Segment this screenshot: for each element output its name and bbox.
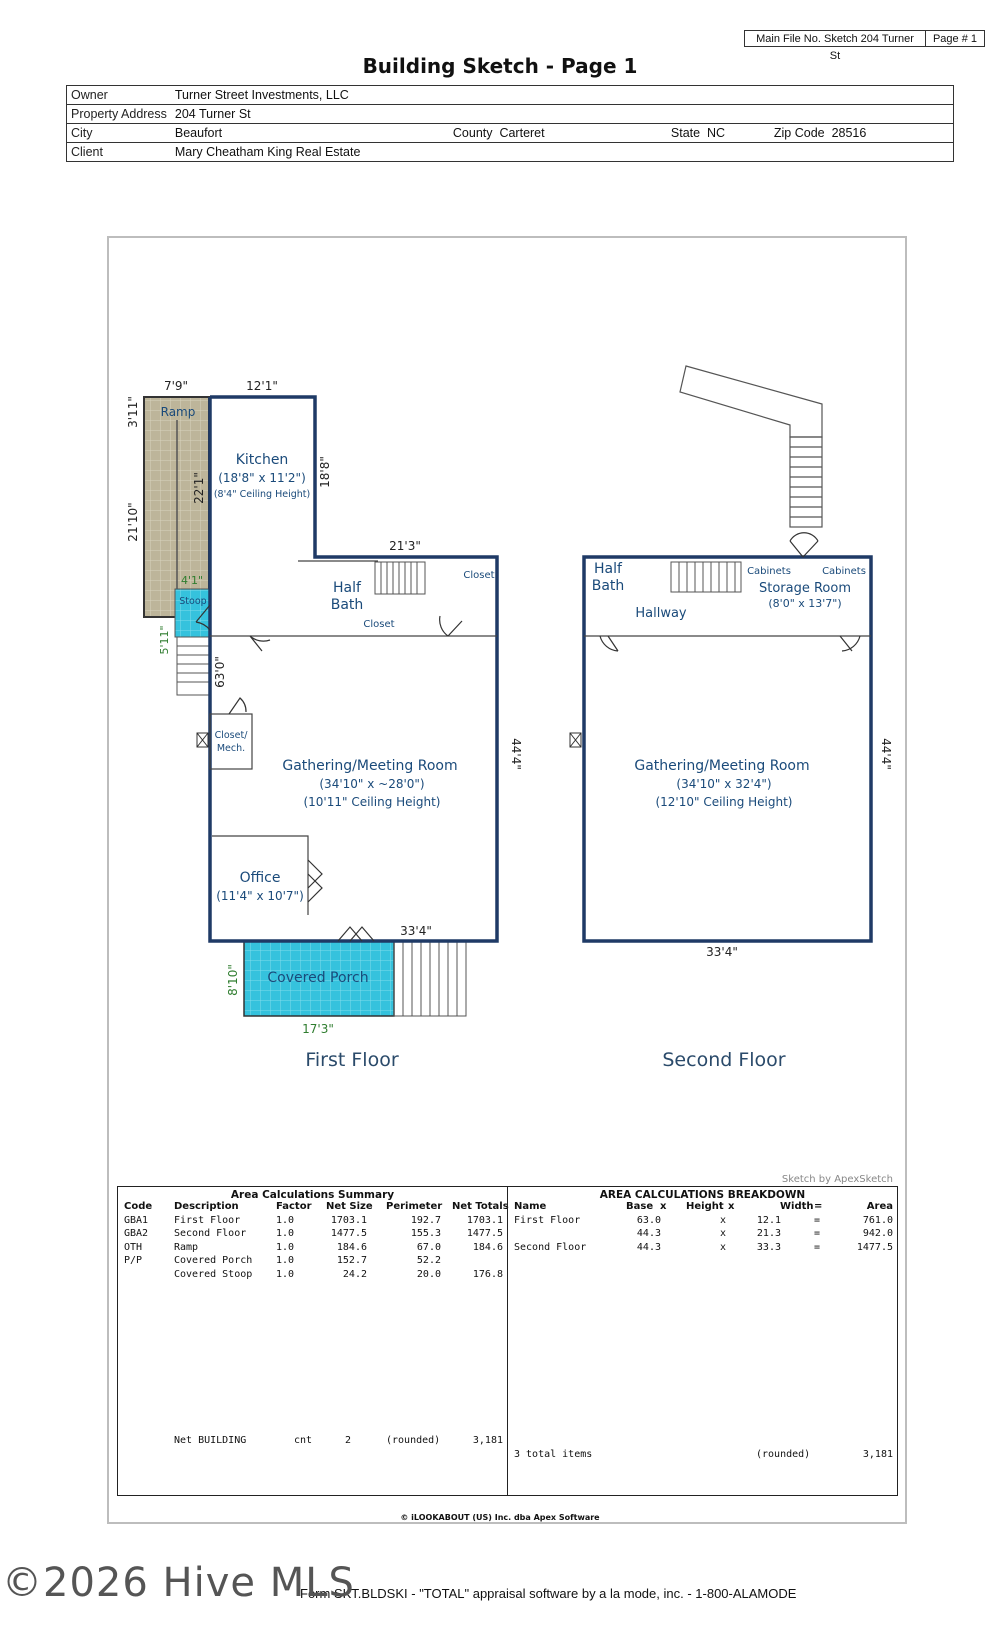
room-kitchen-ceiling: (8'4" Ceiling Height)	[213, 489, 311, 500]
sketch-credit: Sketch by ApexSketch	[781, 1174, 893, 1185]
dim-bottom: 33'4"	[400, 924, 432, 938]
breakdown-cell: x	[720, 1228, 727, 1239]
summary-cell: 1.0	[276, 1268, 295, 1280]
area-breakdown-table	[507, 1186, 898, 1496]
summary-header-description: Description	[174, 1201, 239, 1212]
page-value: 1	[970, 33, 978, 45]
room-2f-gathering-ceiling: (12'10" Ceiling Height)	[655, 795, 793, 809]
summary-header-row	[118, 1201, 507, 1215]
dim-kitchen-height: 18'8"	[318, 456, 332, 488]
breakdown-total-items: 3 total items	[514, 1449, 593, 1460]
breakdown-row	[508, 1242, 897, 1256]
room-half-bath-1: Half	[333, 580, 361, 596]
first-floor-stairs	[375, 562, 425, 594]
dim-porch-width: 17'3"	[302, 1022, 334, 1036]
first-floor-interior-walls	[210, 561, 497, 915]
county-label: County	[452, 126, 493, 140]
room-porch: Covered Porch	[267, 970, 369, 986]
dim-ramp-height: 3'11"	[126, 396, 140, 428]
summary-cell: 67.0	[416, 1241, 441, 1253]
main-file-label: Main File No.	[756, 33, 821, 45]
summary-cell: 1.0	[276, 1228, 295, 1239]
summary-cell: First Floor	[174, 1214, 241, 1226]
breakdown-header-area: Area	[866, 1201, 893, 1212]
page-label: Page #	[932, 33, 968, 45]
apex-copyright: © iLOOKABOUT (US) Inc. dba Apex Software	[400, 1513, 600, 1522]
room-office: Office	[239, 870, 281, 886]
zip-label: Zip Code	[773, 126, 825, 140]
dim-stoop-width: 4'1"	[180, 574, 204, 587]
room-2f-hallway: Hallway	[635, 606, 687, 621]
net-count: 2	[344, 1435, 351, 1446]
breakdown-row	[508, 1215, 897, 1229]
breakdown-footer-row	[508, 1449, 897, 1463]
breakdown-cell: 1477.5	[856, 1241, 893, 1253]
summary-rows	[118, 1215, 507, 1283]
dim-ramp-inner: 22'1"	[192, 472, 206, 504]
summary-cell: 1703.1	[466, 1214, 503, 1226]
breakdown-cell: x	[720, 1214, 727, 1226]
summary-row	[118, 1228, 507, 1242]
room-kitchen: Kitchen	[235, 452, 289, 468]
breakdown-header-base: Base	[626, 1201, 654, 1212]
first-floor-caption: First Floor	[305, 1049, 399, 1071]
summary-cell: 24.2	[342, 1268, 367, 1280]
summary-row	[118, 1215, 507, 1229]
room-2f-cabinets-2: Cabinets	[822, 566, 866, 577]
summary-net-row	[118, 1435, 507, 1449]
breakdown-cell: =	[814, 1228, 821, 1239]
summary-cell: 1.0	[276, 1255, 295, 1266]
breakdown-cell: 44.3	[636, 1228, 661, 1239]
client-value: Mary Cheatham King Real Estate	[171, 143, 954, 162]
room-closet-mech-2: Mech.	[216, 743, 246, 754]
breakdown-header-name: Name	[514, 1201, 547, 1212]
second-floor-exterior-stair	[680, 366, 822, 527]
room-office-size: (11'4" x 10'7")	[216, 889, 304, 903]
main-file-value: Sketch 204 Turner St	[823, 33, 914, 62]
room-gathering-size: (34'10" x ~28'0")	[319, 777, 425, 791]
breakdown-rows	[508, 1215, 897, 1256]
dim-porch-height: 8'10"	[226, 964, 240, 996]
summary-cell: 1477.5	[466, 1228, 503, 1239]
breakdown-cell: =	[814, 1241, 821, 1253]
dim-2f-right: 44'4"	[879, 738, 893, 770]
breakdown-row	[508, 1228, 897, 1242]
breakdown-title: AREA CALCULATIONS BREAKDOWN	[599, 1189, 806, 1201]
breakdown-cell: 12.1	[756, 1214, 781, 1226]
breakdown-header-x2: x	[728, 1201, 735, 1212]
page-title: Building Sketch - Page 1	[362, 54, 638, 78]
zip-value: 28516	[831, 126, 867, 140]
stoop-stairs	[177, 637, 209, 695]
state-label: State	[670, 126, 701, 140]
summary-cell: P/P	[124, 1255, 143, 1266]
breakdown-header-x1: x	[660, 1201, 667, 1212]
porch-stairs	[394, 941, 466, 1016]
room-gathering: Gathering/Meeting Room	[282, 758, 458, 774]
breakdown-header-width: Width	[780, 1201, 814, 1212]
breakdown-cell: First Floor	[514, 1214, 581, 1226]
summary-header-net-size: Net Size	[326, 1201, 373, 1212]
summary-cell: 1.0	[276, 1214, 295, 1226]
form-line: Form SKT.BLDSKI - "TOTAL" appraisal software by a la mode, inc. - 1-800-ALAMODE	[300, 1586, 797, 1601]
breakdown-header-height: Height	[686, 1201, 724, 1212]
breakdown-cell: 761.0	[862, 1214, 893, 1226]
summary-cell: 52.2	[416, 1255, 441, 1266]
summary-cell: 184.6	[472, 1241, 503, 1253]
room-2f-storage: Storage Room	[758, 581, 852, 596]
address-label: Property Address	[67, 105, 171, 124]
summary-row	[118, 1255, 507, 1269]
breakdown-total: 3,181	[862, 1449, 893, 1460]
mls-watermark: ©2026 Hive MLS	[2, 1560, 355, 1606]
room-kitchen-size: (18'8" x 11'2")	[218, 471, 306, 485]
breakdown-cell: 44.3	[636, 1241, 661, 1253]
summary-cell: Covered Stoop	[174, 1268, 253, 1280]
breakdown-cell: 942.0	[862, 1228, 893, 1239]
net-total: 3,181	[472, 1435, 503, 1446]
summary-cell: Covered Porch	[174, 1255, 253, 1266]
city-label: City	[67, 124, 171, 143]
breakdown-cell: Second Floor	[514, 1241, 587, 1253]
second-floor-walls	[584, 557, 871, 941]
address-value: 204 Turner St	[171, 105, 954, 124]
room-2f-half-bath-2: Bath	[591, 578, 625, 594]
room-2f-cabinets-1: Cabinets	[747, 566, 791, 577]
breakdown-cell: =	[814, 1214, 821, 1226]
summary-row	[118, 1242, 507, 1256]
summary-cell: 152.7	[336, 1255, 367, 1266]
summary-cell: 155.3	[410, 1228, 441, 1239]
net-cnt-label: cnt	[294, 1435, 313, 1446]
room-stoop: Stoop	[179, 596, 207, 607]
summary-cell: 176.8	[472, 1268, 503, 1280]
net-building-label: Net BUILDING	[174, 1435, 247, 1446]
breakdown-rounded-label: (rounded)	[756, 1449, 811, 1460]
breakdown-cell: 21.3	[756, 1228, 781, 1239]
summary-header-net-totals: Net Totals	[452, 1201, 509, 1212]
room-closet-top: Closet	[463, 570, 495, 581]
area-summary-table	[117, 1186, 508, 1496]
summary-cell: 1.0	[276, 1241, 295, 1253]
room-half-bath-2: Bath	[330, 597, 364, 613]
dim-ramp-width: 7'9"	[163, 379, 189, 393]
dim-right: 44'4"	[509, 738, 523, 770]
owner-label: Owner	[71, 88, 108, 102]
owner-value: Turner Street Investments, LLC	[174, 88, 349, 102]
summary-header-factor: Factor	[276, 1201, 312, 1212]
summary-title: Area Calculations Summary	[230, 1189, 395, 1201]
summary-cell: GBA1	[124, 1214, 149, 1226]
net-rounded-label: (rounded)	[386, 1435, 441, 1446]
breakdown-header-eq: =	[814, 1201, 823, 1212]
breakdown-cell: x	[720, 1241, 727, 1253]
dim-2f-bottom: 33'4"	[706, 945, 738, 959]
summary-cell: 192.7	[410, 1214, 441, 1226]
second-floor-caption: Second Floor	[662, 1049, 786, 1071]
summary-header-perimeter: Perimeter	[386, 1201, 443, 1212]
room-2f-gathering: Gathering/Meeting Room	[634, 758, 810, 774]
summary-cell: Ramp	[174, 1241, 199, 1253]
summary-cell: 184.6	[336, 1241, 367, 1253]
summary-header-code: Code	[124, 1201, 153, 1212]
room-ramp: Ramp	[160, 405, 196, 419]
breakdown-cell: 33.3	[756, 1241, 781, 1253]
breakdown-cell: 63.0	[636, 1214, 661, 1226]
room-2f-gathering-size: (34'10" x 32'4")	[676, 777, 772, 791]
summary-cell: Second Floor	[174, 1228, 247, 1239]
city-value: Beaufort	[171, 124, 449, 143]
room-closet-mech-1: Closet/	[214, 730, 248, 741]
room-closet-mid: Closet	[363, 619, 395, 630]
county-value: Carteret	[499, 126, 545, 140]
client-label: Client	[67, 143, 171, 162]
state-value: NC	[707, 126, 726, 140]
room-gathering-ceiling: (10'11" Ceiling Height)	[303, 795, 441, 809]
room-2f-storage-size: (8'0" x 13'7")	[768, 597, 842, 610]
dim-kitchen-width: 12'1"	[246, 379, 278, 393]
breakdown-header-row	[508, 1201, 897, 1215]
second-floor-stairs	[671, 562, 741, 592]
room-2f-half-bath-1: Half	[594, 561, 622, 577]
summary-cell: 20.0	[416, 1268, 441, 1280]
dim-ramp-side: 21'10"	[126, 502, 140, 542]
dim-main-top: 21'3"	[389, 539, 421, 553]
summary-row	[118, 1269, 507, 1283]
summary-cell: 1477.5	[330, 1228, 367, 1239]
dim-left: 63'0"	[213, 656, 227, 688]
summary-cell: OTH	[124, 1241, 143, 1253]
summary-cell: 1703.1	[330, 1214, 367, 1226]
summary-cell: GBA2	[124, 1228, 149, 1239]
dim-stoop-height: 5'11"	[158, 625, 171, 655]
